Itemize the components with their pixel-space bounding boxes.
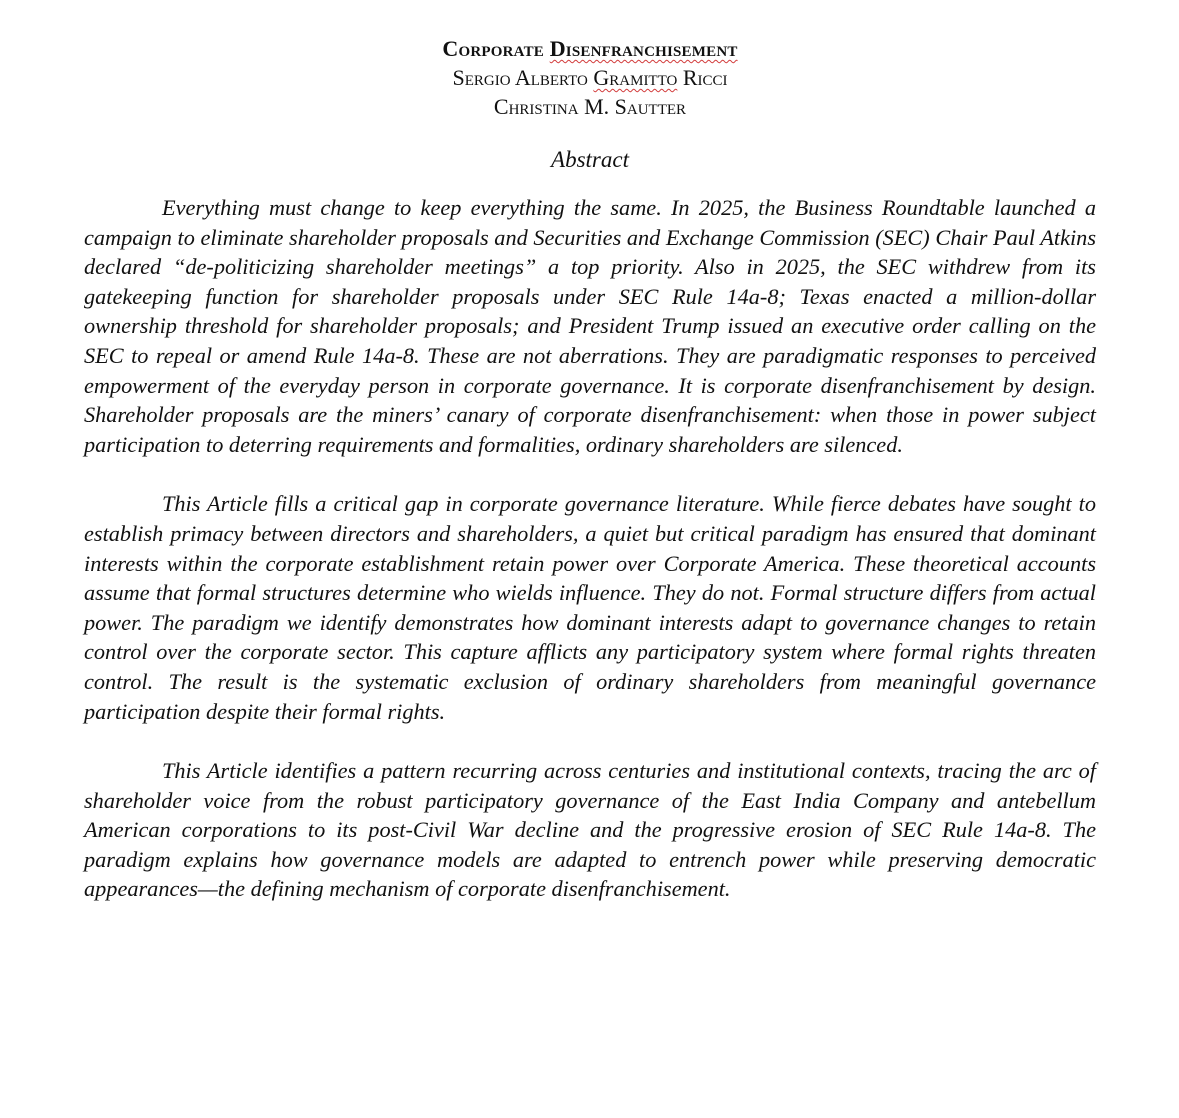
author1-last-name: Ricci: [677, 65, 728, 90]
abstract-paragraph-2: This Article fills a critical gap in corporate governance literature. While fierce debates have sought to establish primacy between directors and shareholders, a quiet but critical paradigm has ensured that dominant interests within the corporate establishment retain power over Corporate America. These theoretical accounts assume that formal structures determine who wields influence. They do not. Formal structure differs from actual power. The paradigm we identify demonstrates how dominant interests adapt to governance changes to retain control over the corporate sector. This capture afflicts any participatory system where formal rights threaten control. The result is the systematic exclusion of ordinary shareholders from meaningful governance participation despite their formal rights.: [84, 491, 1096, 724]
author1-first-names: Sergio Alberto: [452, 65, 594, 90]
abstract-paragraph-3: This Article identifies a pattern recurring across centuries and institutional contexts, tracing the arc of shareholder voice from the robust participatory governance of the East India Company and antebellum American corporations to its post-Civil War decline and the progressive erosion of SEC Rule 14a-8. The paradigm explains how governance models are adapted to entrench power while preserving democratic appearances—the defining mechanism of corporate disenfranchisement.: [84, 758, 1096, 902]
abstract-paragraph-1: Everything must change to keep everything the same. In 2025, the Business Roundtable launched a campaign to eliminate shareholder proposals and Securities and Exchange Commission (SEC) Chair Paul Atkins declared “de-politicizing shareholder meetings” a top priority. Also in 2025, the SEC withdrew from its gatekeeping function for shareholder proposals under SEC Rule 14a-8; Texas enacted a million-dollar ownership threshold for shareholder proposals; and President Trump issued an executive order calling on the SEC to repeal or amend Rule 14a-8. These are not aberrations. They are paradigmatic responses to perceived empowerment of the everyday person in corporate governance. It is corporate disenfranchisement by design. Shareholder proposals are the miners’ canary of corporate disenfranchisement: when those in power subject participation to deterring requirements and formalities, ordinary shareholders are silenced.: [84, 195, 1096, 457]
title-word-disenfranchisement: Disenfranchisement: [549, 36, 738, 61]
document-page: [84, 34, 1096, 934]
paper-header: [84, 34, 1096, 121]
paper-title: [84, 34, 1096, 63]
author-name-2: Christina M. Sautter: [493, 94, 687, 119]
abstract-heading: Abstract: [551, 147, 629, 172]
title-word-corporate: Corporate: [442, 36, 550, 61]
author1-surname-flagged: Gramitto: [593, 65, 678, 90]
author-name-1: [84, 63, 1096, 92]
